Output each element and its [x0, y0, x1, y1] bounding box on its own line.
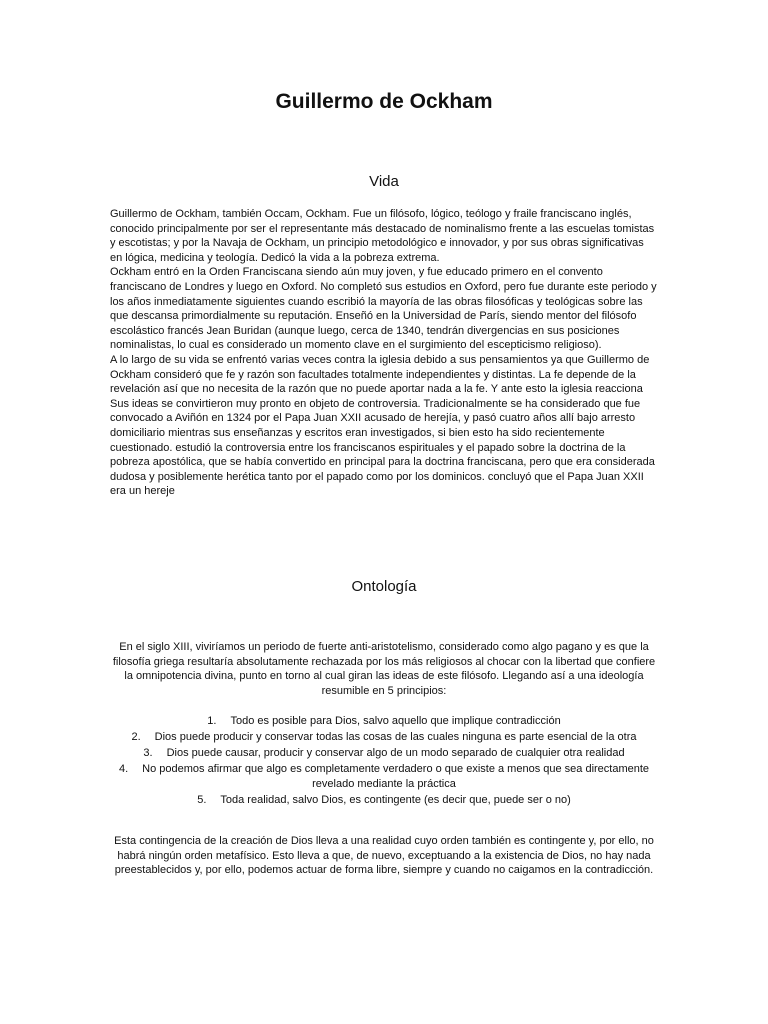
list-item-number: 2.: [131, 731, 141, 744]
section-intro-ontologia: [110, 640, 658, 698]
section-heading-ontologia: Ontología: [351, 578, 417, 595]
list-item-number: 3.: [143, 747, 153, 760]
paragraph: Esta contingencia de la creación de Dios lleva a una realidad cuyo orden también es contingente y, por ello, no habrá ningún orden metafísico. Esto lleva a que, de nuevo, exceptuando a la existencia de Dios, no hay nada preestablecidos y, por ello, podemos actuar de forma libre, siempre y cuando no caigamos en la contradicción.: [114, 835, 654, 877]
list-item-text: Todo es posible para Dios, salvo aquello que implique contradicción: [230, 715, 561, 727]
list-item-number: 1.: [207, 715, 217, 727]
paragraph: Guillermo de Ockham, también Occam, Ockham. Fue un filósofo, lógico, teólogo y fraile franciscano inglés, conocido principalmente por ser el representante más destacado de nominalismo frente a las escuelas tomistas y escotistas; y por la Navaja de Ockham, un principio metodológico e innovador, y por sus obras significativas en lógica, medicina y teología. Dedicó la vida a la pobreza extrema.: [110, 208, 655, 264]
list-item-number: 5.: [197, 793, 207, 806]
list-item: [110, 730, 658, 745]
paragraph: Ockham entró en la Orden Franciscana siendo aún muy joven, y fue educado primero en el convento franciscano de Londres y luego en Oxford. No completó sus estudios en Oxford, pero fue durante este periodo y los años inmediatamente siguientes cuando escribió la mayoría de las obras filosóficas y teológicas sobre las que descansa primordialmente su reputación. Enseñó en la Universidad de París, siendo mentor del filósofo escolástico francés Jean Buridan (aunque luego, cerca de 1340, tendrán divergencias en sus posiciones nominalistas, lo cual es considerado un momento clave en el surgimiento del escepticismo religioso).: [110, 266, 657, 352]
paragraph: Sus ideas se convirtieron muy pronto en objeto de controversia. Tradicionalmente se ha considerado que fue convocado a Aviñón en 1324 por el Papa Juan XXII acusado de herejía, y pasó cuatro años allí bajo arresto domiciliario mientras sus enseñanzas y escritos eran investigados, si bien esto ha sido recientemente cuestionado. estudió la controversia entre los franciscanos espirituales y el papado sobre la doctrina de la pobreza apostólica, que se había convertido en principal para la doctrina franciscana, pero que era considerada dudosa y posiblemente herética tanto por el papado como por los dominicos. concluyó que el Papa Juan XXII era un hereje: [110, 397, 655, 498]
paragraph: A lo largo de su vida se enfrentó varias veces contra la iglesia debido a sus pensamientos ya que Guillermo de Ockham consideró que fe y razón son facultades totalmente independientes y distintas. La fe depende de la revelación así que no necesita de la razón que no puede aportar nada a la fe. Y ante esto la iglesia reacciona: [110, 353, 650, 396]
list-item-text: Dios puede causar, producir y conservar algo de un modo separado de cualquier otra realidad: [166, 747, 625, 760]
list-item: [110, 793, 658, 808]
list-item-number: 4.: [118, 763, 129, 776]
list-item: [110, 746, 658, 761]
list-item-text: Toda realidad, salvo Dios, es contingente (es decir que, puede ser o no): [220, 793, 571, 806]
document-title: Guillermo de Ockham: [275, 90, 493, 113]
section-conclusion-ontologia: [110, 834, 658, 878]
paragraph: En el siglo XIII, viviríamos un periodo de fuerte anti-aristotelismo, considerado como algo pagano y es que la filosofía griega resultaría absolutamente rechazada por los más religiosos al chocar con la libertad que confiere la omnipotencia divina, punto en torno al cual giran las ideas de este filósofo. Llegando así a una ideología resumible en 5 principios:: [112, 641, 656, 697]
section-heading-vida: Vida: [369, 173, 399, 190]
list-item-text: No podemos afirmar que algo es completamente verdadero o que existe a menos que sea directamente revelado mediante la práctica: [142, 763, 650, 790]
principles-list: [110, 714, 658, 809]
list-item-text: Dios puede producir y conservar todas las cosas de las cuales ninguna es parte esencial de la otra: [154, 731, 637, 744]
list-item: [110, 714, 658, 729]
list-item: [110, 762, 658, 791]
section-body-vida: [110, 207, 658, 499]
